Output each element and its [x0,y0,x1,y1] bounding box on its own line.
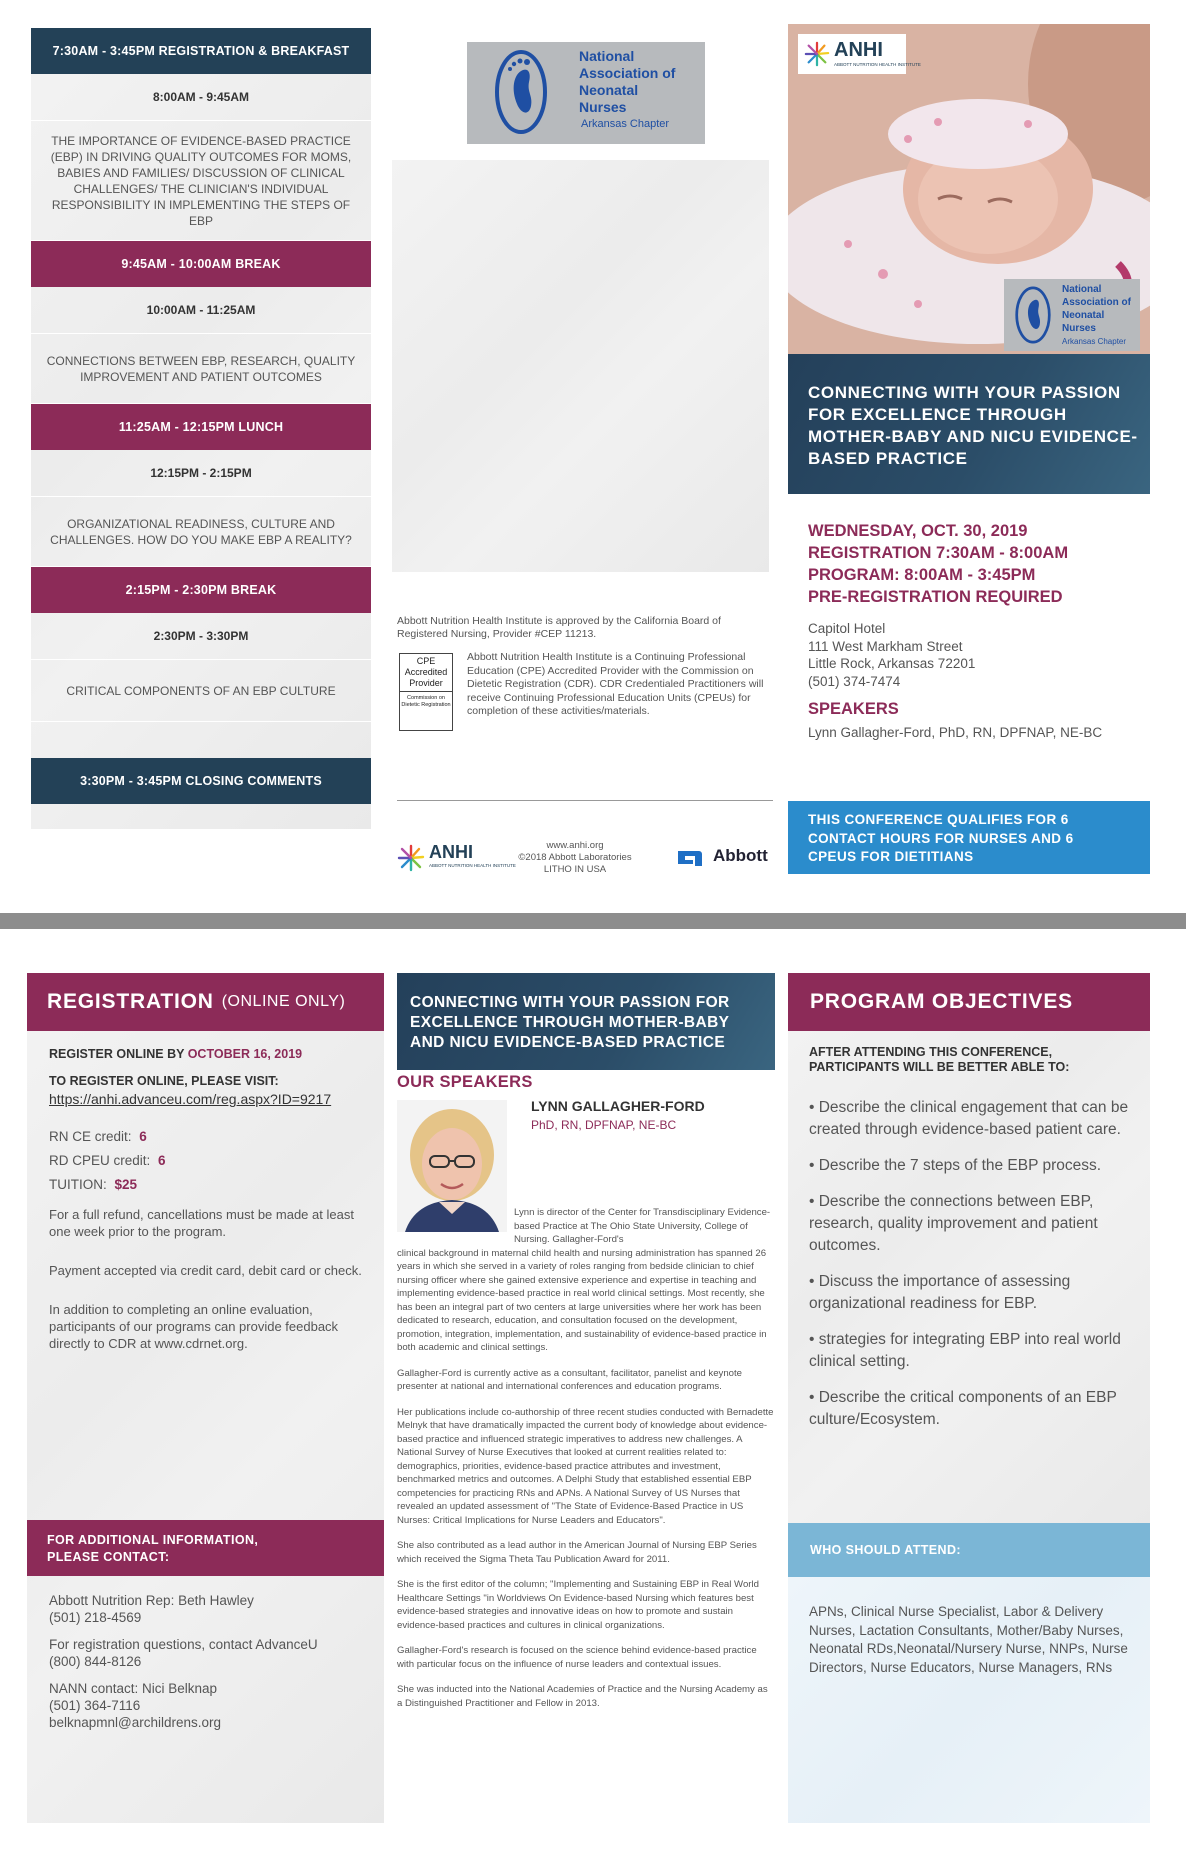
objective-item [809,1155,1134,1177]
bullet-icon: • [809,1389,819,1406]
badge-line3: Provider [400,678,452,692]
schedule-panel [31,28,371,829]
cover-nann-logo [1004,279,1140,351]
rep-contact: Abbott Nutrition Rep: Beth Hawley [49,1593,254,1608]
schedule-time: 8:00AM - 9:45AM [31,74,371,121]
schedule-bar: 3:30PM - 3:45PM CLOSING COMMENTS [31,758,371,804]
venue-city: Little Rock, Arkansas 72201 [808,656,976,671]
register-by-label: REGISTER ONLINE BY [49,1047,185,1061]
footer-anhi-sub: ABBOTT NUTRITION HEALTH INSTITUTE [429,863,516,868]
qualifies-box [788,801,1150,874]
footer-imprint [510,840,640,876]
objective-item [809,1271,1134,1315]
page-separator [0,913,1186,929]
nann-phone: (501) 364-7116 [49,1698,141,1713]
footer-url: www.anhi.org [546,840,604,851]
contact-body [49,1592,367,1741]
cover-nann-line4: Nurses [1062,323,1096,334]
nann-line1: National [579,48,635,64]
bio-rest: clinical background in maternal child health and nursing administration has spanned 26 years in which she served in a variety of roles ranging from bedside clinician to chief nursing officer where she gained extensive experience and expertise in teaching and implementing evidence-based practice in real world clinical settings. Most recently, she has been an integral part of two centers at large universities where her work has been dedicated to research, education, and consultation focused on the development, promotion, integration, implementation, and sustainability of evidence-based practice in both academic and clinical settings. [397,1247,767,1353]
registration-header [27,973,384,1031]
schedule-bar: 7:30AM - 3:45PM REGISTRATION & BREAKFAST [31,28,371,74]
advanceu-phone: (800) 844-8126 [49,1654,142,1669]
bio-research: Gallagher-Ford's research is focused on the science behind evidence-based practice with particular focus on the influence of nurse leaders and contextual issues. [397,1645,757,1670]
badge-line4: Commission on Dietetic Registration [401,695,451,708]
bio-activities: Gallagher-Ford is currently active as a consultant, facilitator, panelist and keynote presenter at national and international conferences and education programs. [397,1367,743,1392]
bullet-icon: • [809,1099,819,1116]
bio-editor: She is the first editor of the column; "Implementing and Sustaining EBP in Real World Healthcare Settings "in Worldviews On Evidence-based Nursing which features best evidence-based strategies and innovative ideas on how to promote and sustain evidence-based practices and cultures in clinical organizations. [397,1579,759,1631]
bio-intro: Lynn is director of the Center for Transdisciplinary Evidence-based Practice at The Ohio State University, College of Nursing. Gallagher-Ford's [514,1207,771,1245]
bullet-icon: • [809,1193,819,1210]
objective-item [809,1191,1134,1257]
advanceu-contact: For registration questions, contact AdvanceU [49,1637,318,1652]
event-details [808,520,1148,740]
payment-info: Payment accepted via credit card, debit card or check. [49,1263,362,1278]
cbrn-approval: Abbott Nutrition Health Institute is approved by the California Board of Registered Nursing, Provider #CEP 11213. [397,615,721,640]
cover-photo [788,24,1150,354]
schedule-topic: ORGANIZATIONAL READINESS, CULTURE AND CHALLENGES. HOW DO YOU MAKE EBP A REALITY? [31,497,371,567]
venue-name: Capitol Hotel [808,621,886,636]
schedule-bar: 9:45AM - 10:00AM BREAK [31,241,371,287]
objective-text: Describe the connections between EBP, research, quality improvement and patient outcomes. [809,1193,1098,1254]
register-link[interactable]: https://anhi.advanceu.com/reg.aspx?ID=9217 [49,1091,332,1107]
badge-line2: Accredited [404,667,448,677]
objective-text: Describe the 7 steps of the EBP process. [818,1157,1102,1174]
bio-academies: She was inducted into the National Academies of Practice and the Nursing Academy as a Distinguished Practitioner and Fellow in 2013. [397,1684,768,1709]
attend-panel [788,1577,1150,1823]
schedule-bar: 11:25AM - 12:15PM LUNCH [31,404,371,450]
speaker-name-block [531,1098,771,1132]
objective-item [809,1387,1134,1431]
cover-nann-chapter: Arkansas Chapter [1062,337,1127,346]
cover-anhi-logo [798,34,921,74]
cpe-badge [399,653,453,731]
speakers-heading: SPEAKERS [808,700,899,718]
registration-title: REGISTRATION [47,990,214,1013]
rd-credit-value: 6 [158,1153,166,1168]
abbott-text: Abbott [713,846,768,865]
footer-copyright: ©2018 Abbott Laboratories [518,852,632,863]
cover-title-box [788,354,1150,494]
footer-litho: LITHO IN USA [543,864,607,875]
nann-chapter: Arkansas Chapter [581,118,670,130]
badge-line1: CPE [416,656,436,666]
objective-text: Describe the clinical engagement that can be created through evidence-based patient care. [809,1099,1129,1138]
objective-item [809,1097,1134,1141]
registration-body [49,1047,367,1362]
footer-anhi-text: ANHI [429,842,473,862]
nann-line4: Nurses [579,99,627,115]
objective-text: Discuss the importance of assessing organizational readiness for EBP. [809,1273,1071,1312]
cover-title: CONNECTING WITH YOUR PASSION FOR EXCELLENCE THROUGH MOTHER-BABY AND NICU EVIDENCE-BASED PRACTICE [808,383,1138,468]
objective-text: strategies for integrating EBP into real world clinical setting. [809,1331,1121,1370]
speaker-bio [397,1206,775,1722]
schedule-topic: THE IMPORTANCE OF EVIDENCE-BASED PRACTICE (EBP) IN DRIVING QUALITY OUTCOMES FOR MOMS, BABIES AND FAMILIES/ DISCUSSION OF CLINICAL CHALLENGES/ THE CLINICIAN'S INDIVIDUAL RESPONSIBILITY IN IMPLEMENTING THE STEPS OF EBP [31,121,371,241]
footer-anhi-logo [397,842,516,874]
objectives-header [788,973,1150,1031]
event-program: PROGRAM: 8:00AM - 3:45PM [808,566,1036,584]
refund-policy: For a full refund, cancellations must be made at least one week prior to the program. [49,1207,354,1239]
schedule-time: 12:15PM - 2:15PM [31,450,371,497]
footprint-icon [493,48,549,136]
contact-heading: FOR ADDITIONAL INFORMATION, PLEASE CONTACT: [47,1533,259,1564]
schedule-bar: 2:15PM - 2:30PM BREAK [31,567,371,613]
bio-publications: Her publications include co-authorship of three recent studies conducted with Bernadette Melnyk that have dramatically impacted the current body of knowledge about evidence-based practice and influenced strategic imperatives to address new challenges. A National Survey of Nurse Executives that looked at current realities related to: demographics, priorities, evidence-based practice attributes and investment, benchmarked metrics and outcomes. A Delphi Study that established essential EBP competencies for practicing RNs and APNs. A National Survey of US Nurses that revealed an updated assessment of "The State of Evidence-Based Practice in US Nurses: Critical Implications for Nurse Leaders and Educators". [397,1406,774,1526]
objectives-intro: AFTER ATTENDING THIS CONFERENCE, PARTICIPANTS WILL BE BETTER ABLE TO: [809,1045,1070,1074]
event-registration: REGISTRATION 7:30AM - 8:00AM [808,544,1069,562]
evaluation-info: In addition to completing an online evaluation, participants of our programs can provide feedback directly to CDR at www.cdrnet.org. [49,1302,339,1351]
footprint-icon [1014,285,1052,345]
abbott-a-icon [675,847,705,869]
schedule-list [31,28,371,804]
objective-item [809,1329,1134,1373]
schedule-topic: CRITICAL COMPONENTS OF AN EBP CULTURE [31,660,371,722]
objectives-title: PROGRAM OBJECTIVES [810,990,1073,1013]
cpe-statement: Abbott Nutrition Health Institute is a Continuing Professional Education (CPE) Accredited Provider with the Commission on Dietetic Registration (CDR). CDR Credentialed Practitioners will receive Continuing Professional Education Units (CPEUs) for completion of these activities/materials. [467,651,764,717]
rn-credit-label: RN CE credit: [49,1129,132,1144]
tuition-value: $25 [114,1177,138,1192]
register-visit: TO REGISTER ONLINE, PLEASE VISIT: [49,1074,279,1088]
register-by-date: OCTOBER 16, 2019 [187,1047,303,1061]
speakers-title: CONNECTING WITH YOUR PASSION FOR EXCELLENCE THROUGH MOTHER-BABY AND NICU EVIDENCE-BASED PRACTICE [410,994,730,1051]
venue-phone: (501) 374-7474 [808,673,901,689]
rep-phone: (501) 218-4569 [49,1610,142,1625]
photo-placeholder [392,160,769,572]
bio-ajn: She also contributed as a lead author in the American Journal of Nursing EBP Series which received the Sigma Theta Tau Publication Award for 2011. [397,1540,757,1565]
event-date: WEDNESDAY, OCT. 30, 2019 [808,522,1028,540]
nann-contact: NANN contact: Nici Belknap [49,1681,218,1696]
speaker-full-name: LYNN GALLAGHER-FORD [531,1098,705,1114]
nann-logo [467,42,705,144]
cover-anhi-text: ANHI [834,39,883,61]
rd-credit-label: RD CPEU credit: [49,1153,151,1168]
speakers-title-box [397,973,775,1070]
rn-credit-value: 6 [139,1129,147,1144]
schedule-topic: CONNECTIONS BETWEEN EBP, RESEARCH, QUALITY IMPROVEMENT AND PATIENT OUTCOMES [31,334,371,404]
schedule-time: 2:30PM - 3:30PM [31,613,371,660]
speaker-credentials: PhD, RN, DPFNAP, NE-BC [531,1118,677,1132]
objective-text: Describe the critical components of an EBP culture/Ecosystem. [809,1389,1117,1428]
bullet-icon: • [809,1331,819,1348]
anhi-burst-icon [397,844,425,872]
footer-divider [397,800,773,801]
bullet-icon: • [809,1157,819,1174]
abbott-logo [675,845,775,871]
cover-anhi-sub: ABBOTT NUTRITION HEALTH INSTITUTE [834,62,921,67]
registration-subtitle: (ONLINE ONLY) [221,993,346,1010]
nann-email: belknapmnl@archildrens.org [49,1715,222,1730]
attend-header [788,1523,1150,1577]
objectives-list [809,1097,1134,1445]
nann-line2: Association of [579,65,676,81]
contact-header [27,1520,384,1576]
venue-street: 111 West Markham Street [808,638,963,654]
cover-nann-line1: National [1062,284,1102,295]
attend-text: APNs, Clinical Nurse Specialist, Labor & Delivery Nurses, Lactation Consultants, Mother/Baby Nurses, Neonatal RDs,Neonatal/Nursery Nurse, NNPs, Nurse Directors, Nurse Educators, Nurse Managers, RNs [809,1604,1128,1675]
speaker-name: Lynn Gallagher-Ford, PhD, RN, DPFNAP, NE-BC [808,725,1103,740]
cover-nann-line3: Neonatal [1062,310,1105,321]
event-prereg: PRE-REGISTRATION REQUIRED [808,588,1063,606]
bullet-icon: • [809,1273,819,1290]
cover-nann-line2: Association of [1062,297,1131,308]
our-speakers-heading: OUR SPEAKERS [397,1073,533,1091]
anhi-burst-icon [804,41,830,67]
tuition-label: TUITION: [49,1177,107,1192]
nann-line3: Neonatal [579,82,639,98]
qualifies-text: THIS CONFERENCE QUALIFIES FOR 6 CONTACT HOURS FOR NURSES AND 6 CPEUS FOR DIETITIANS [808,812,1074,864]
attend-heading: WHO SHOULD ATTEND: [810,1543,961,1557]
schedule-time: 10:00AM - 11:25AM [31,287,371,334]
